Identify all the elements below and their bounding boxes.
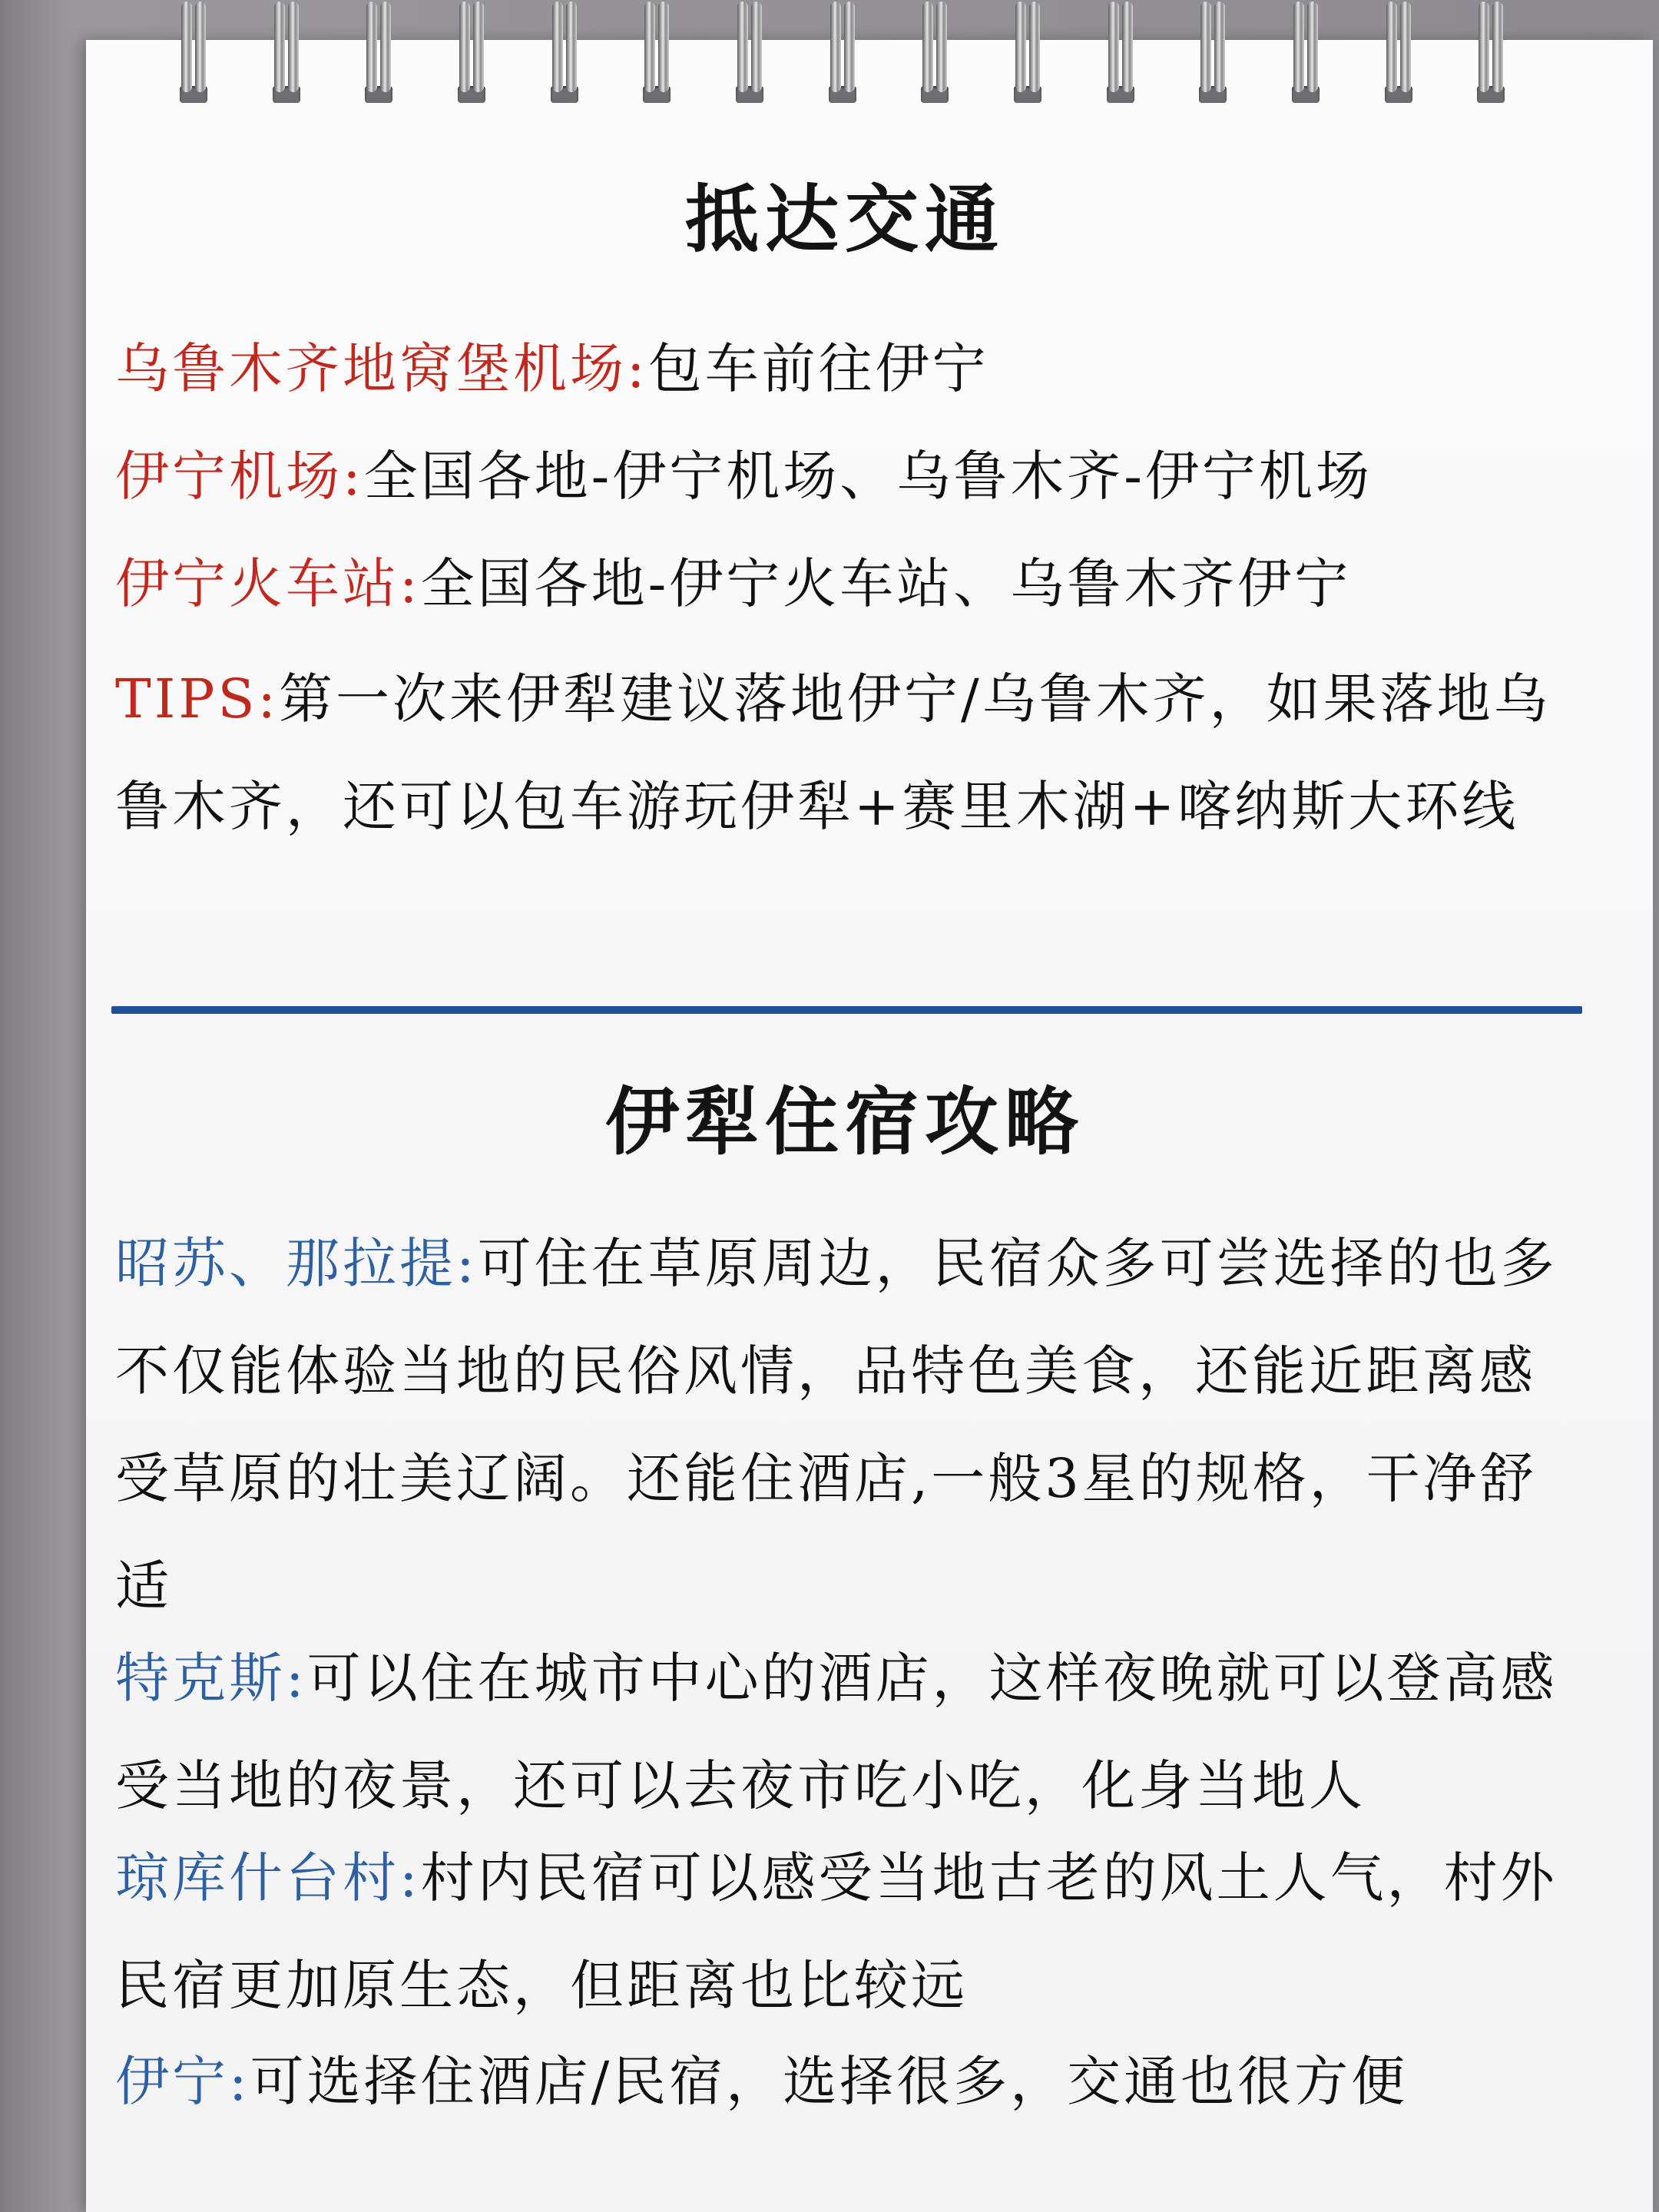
transport-item <box>115 422 1575 530</box>
section-title-lodging: 伊犁住宿攻略 <box>605 1079 1084 1165</box>
item-text: 可以住在城市中心的酒店，这样夜晚就可以登高感受当地的夜景，还可以去夜市吃小吃，化身当地人 <box>115 1647 1558 1817</box>
item-text: 可选择住酒店/民宿，选择很多，交通也很方便 <box>250 2050 1409 2113</box>
item-text: 可住在草原周边，民宿众多可尝选择的也多不仅能体验当地的民俗风情，品特色美食，还能近距离感受草原的壮美辽阔。还能住酒店,一般3星的规格，干净舒适 <box>115 1232 1558 1618</box>
item-text: 全国各地-伊宁机场、乌鲁木齐-伊宁机场 <box>363 445 1373 508</box>
item-text: 全国各地-伊宁火车站、乌鲁木齐伊宁 <box>420 552 1352 615</box>
item-label: 伊宁: <box>115 2050 250 2113</box>
lodging-item <box>115 1624 1575 1839</box>
item-label: 琼库什台村: <box>115 1846 421 1909</box>
section-divider <box>111 1006 1582 1014</box>
transport-item <box>115 315 1575 422</box>
item-text: 第一次来伊犁建议落地伊宁/乌鲁木齐，如果落地乌鲁木齐，还可以包车游玩伊犁+赛里木湖+喀纳斯大环线 <box>115 667 1551 838</box>
item-label: 伊宁机场: <box>115 445 364 508</box>
lodging-item <box>115 1824 1575 2039</box>
section-title-transport: 抵达交通 <box>685 177 1005 263</box>
transport-item <box>115 530 1575 637</box>
item-label: 乌鲁木齐地窝堡机场: <box>115 337 648 400</box>
item-text: 村内民宿可以感受当地古老的风土人气，村外民宿更加原生态，但距离也比较远 <box>115 1846 1558 2017</box>
lodging-item <box>115 1210 1575 1640</box>
item-label: TIPS: <box>115 667 279 730</box>
item-label: 伊宁火车站: <box>115 552 421 615</box>
lodging-item <box>115 2028 1575 2135</box>
item-label: 昭苏、那拉提: <box>115 1232 478 1295</box>
transport-tips <box>115 645 1575 860</box>
item-text: 包车前往伊宁 <box>647 337 989 400</box>
item-label: 特克斯: <box>115 1647 307 1710</box>
